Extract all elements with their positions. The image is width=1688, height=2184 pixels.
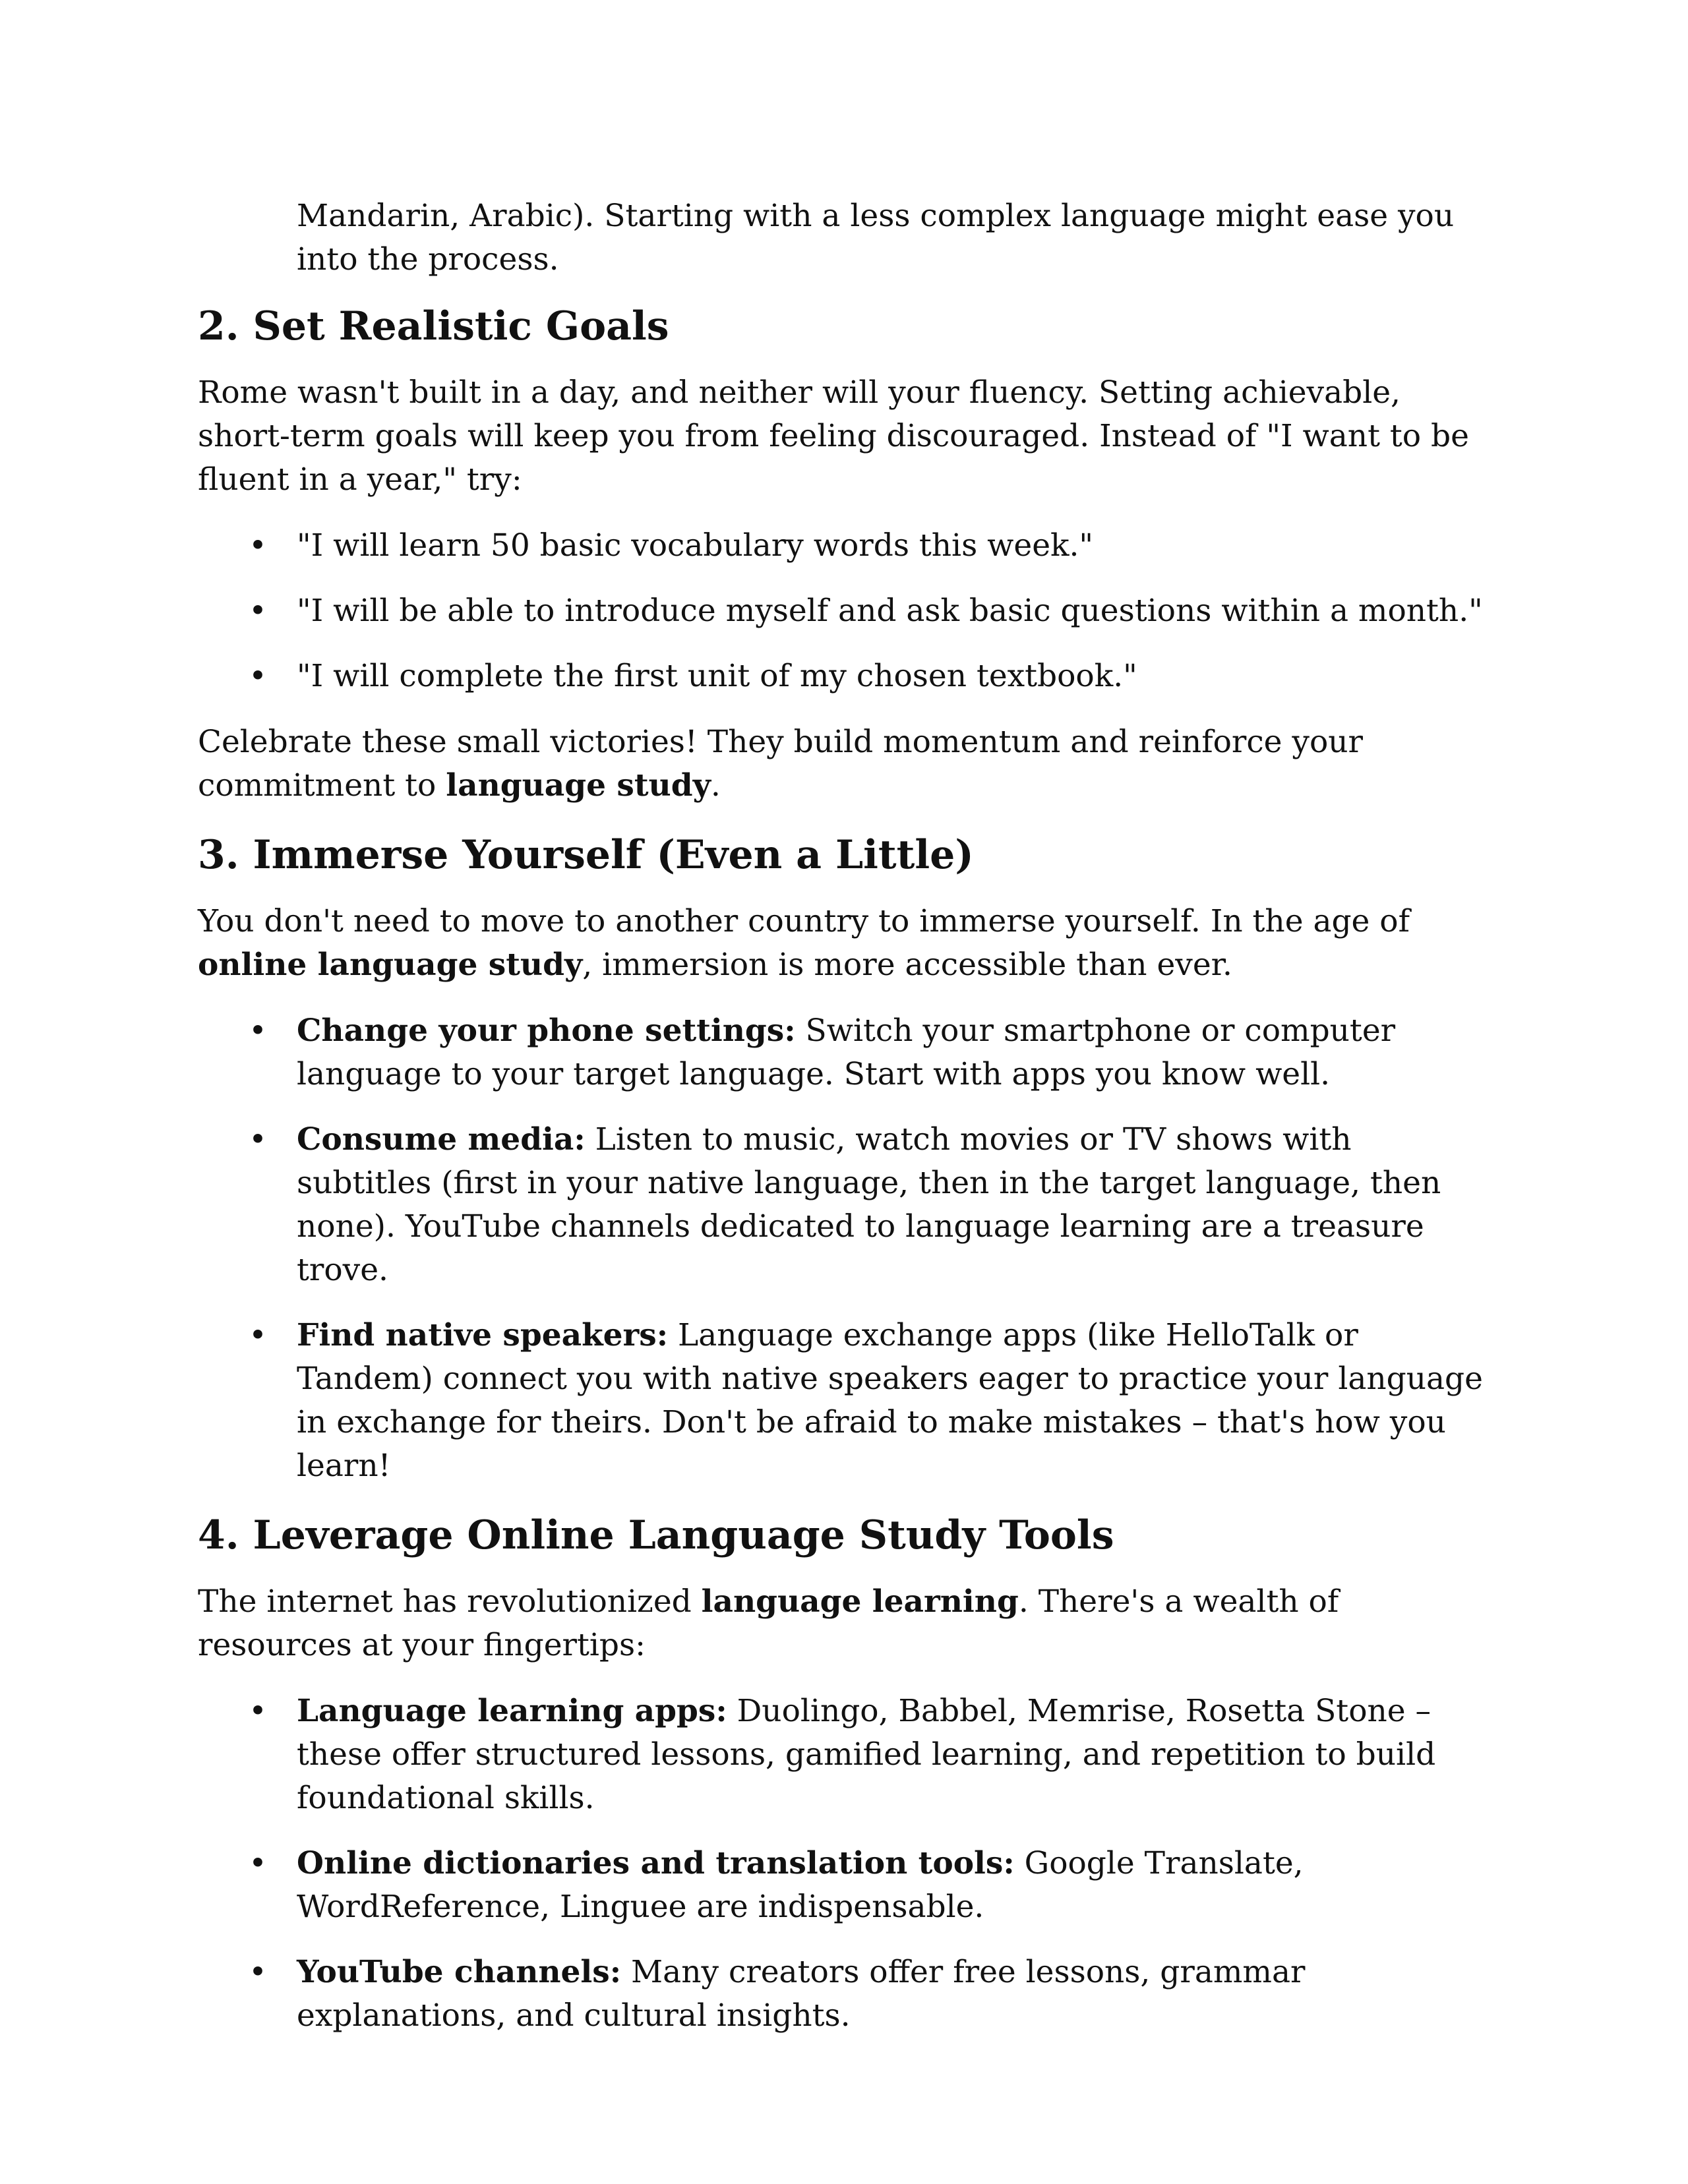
intro-bold: language learning — [701, 1583, 1019, 1620]
section-4-intro — [198, 1580, 1490, 1667]
list-item-text: Many creators offer free lessons, grammar explanations, and cultural insights. — [297, 1954, 1306, 2034]
list-item — [198, 1009, 1490, 1096]
list-item-label: Online dictionaries and translation tools: — [297, 1845, 1015, 1881]
section-2-closing — [198, 721, 1490, 808]
list-item — [198, 524, 1490, 568]
list-item — [198, 1314, 1490, 1488]
list-item-text: Switch your smartphone or computer language to your target language. Start with apps you know well. — [297, 1013, 1396, 1092]
section-3-intro — [198, 900, 1490, 987]
goals-list — [198, 524, 1490, 698]
bullet-icon: • — [249, 1121, 267, 1158]
list-item-label: Consume media: — [297, 1121, 586, 1158]
immersion-list — [198, 1009, 1490, 1488]
intro-continuation: Mandarin, Arabic). Starting with a less complex language might ease you into the process. — [297, 198, 1455, 278]
list-item-text: "I will learn 50 basic vocabulary words this week." — [297, 527, 1094, 564]
bullet-icon: • — [249, 1954, 267, 1990]
list-item-label: YouTube channels: — [297, 1954, 622, 1990]
bullet-icon: • — [249, 1317, 267, 1353]
list-item — [198, 589, 1490, 633]
section-2-heading: 2. Set Realistic Goals — [198, 303, 669, 349]
bullet-icon: • — [249, 527, 267, 564]
list-item-text: "I will be able to introduce myself and ask basic questions within a month." — [297, 593, 1483, 629]
tools-list — [198, 1690, 1490, 2038]
intro-bold: online language study — [198, 947, 583, 983]
section-2-intro: Rome wasn't built in a day, and neither will your fluency. Setting achievable, short-term goals will keep you from feeling discouraged. Instead of "I want to be fluent in a year," try: — [198, 374, 1469, 498]
section-4-heading: 4. Leverage Online Language Study Tools — [198, 1512, 1114, 1558]
closing-bold: language study — [446, 767, 711, 804]
list-item-text: Language exchange apps (like HelloTalk or Tandem) connect you with native speakers eager to practice your language in exchange for theirs. Don't be afraid to make mistakes – that's how you learn! — [297, 1317, 1483, 1484]
intro-end: , immersion is more accessible than ever. — [582, 947, 1232, 983]
list-item — [198, 1118, 1490, 1292]
closing-text: Celebrate these small victories! They build momentum and reinforce your commitment to — [198, 724, 1364, 804]
list-item-text: Duolingo, Babbel, Memrise, Rosetta Stone – these offer structured lessons, gamified learning, and repetition to build foundational skills. — [297, 1693, 1436, 1816]
bullet-icon: • — [249, 658, 267, 694]
document-page — [198, 194, 1490, 2060]
list-item-label: Find native speakers: — [297, 1317, 669, 1353]
list-item — [198, 1842, 1490, 1929]
intro-end: . There's a wealth of resources at your fingertips: — [198, 1583, 1339, 1663]
list-item — [198, 655, 1490, 698]
list-item-text: Listen to music, watch movies or TV shows with subtitles (first in your native language, then in the target language, then none). YouTube channels dedicated to language learning are a treasure trove. — [297, 1121, 1441, 1288]
section-3-heading: 3. Immerse Yourself (Even a Little) — [198, 832, 974, 878]
bullet-icon: • — [249, 1845, 267, 1881]
list-item-label: Language learning apps: — [297, 1693, 727, 1729]
closing-end: . — [710, 767, 721, 804]
list-item-label: Change your phone settings: — [297, 1013, 796, 1049]
bullet-icon: • — [249, 593, 267, 629]
bullet-icon: • — [249, 1693, 267, 1729]
list-item — [198, 1951, 1490, 2038]
intro-text: You don't need to move to another country to immerse yourself. In the age of — [198, 903, 1410, 939]
list-item — [198, 1690, 1490, 1820]
list-item-text: "I will complete the first unit of my chosen textbook." — [297, 658, 1137, 694]
bullet-icon: • — [249, 1013, 267, 1049]
list-item-text: Google Translate, WordReference, Linguee are indispensable. — [297, 1845, 1304, 1925]
intro-text: The internet has revolutionized — [198, 1583, 702, 1620]
